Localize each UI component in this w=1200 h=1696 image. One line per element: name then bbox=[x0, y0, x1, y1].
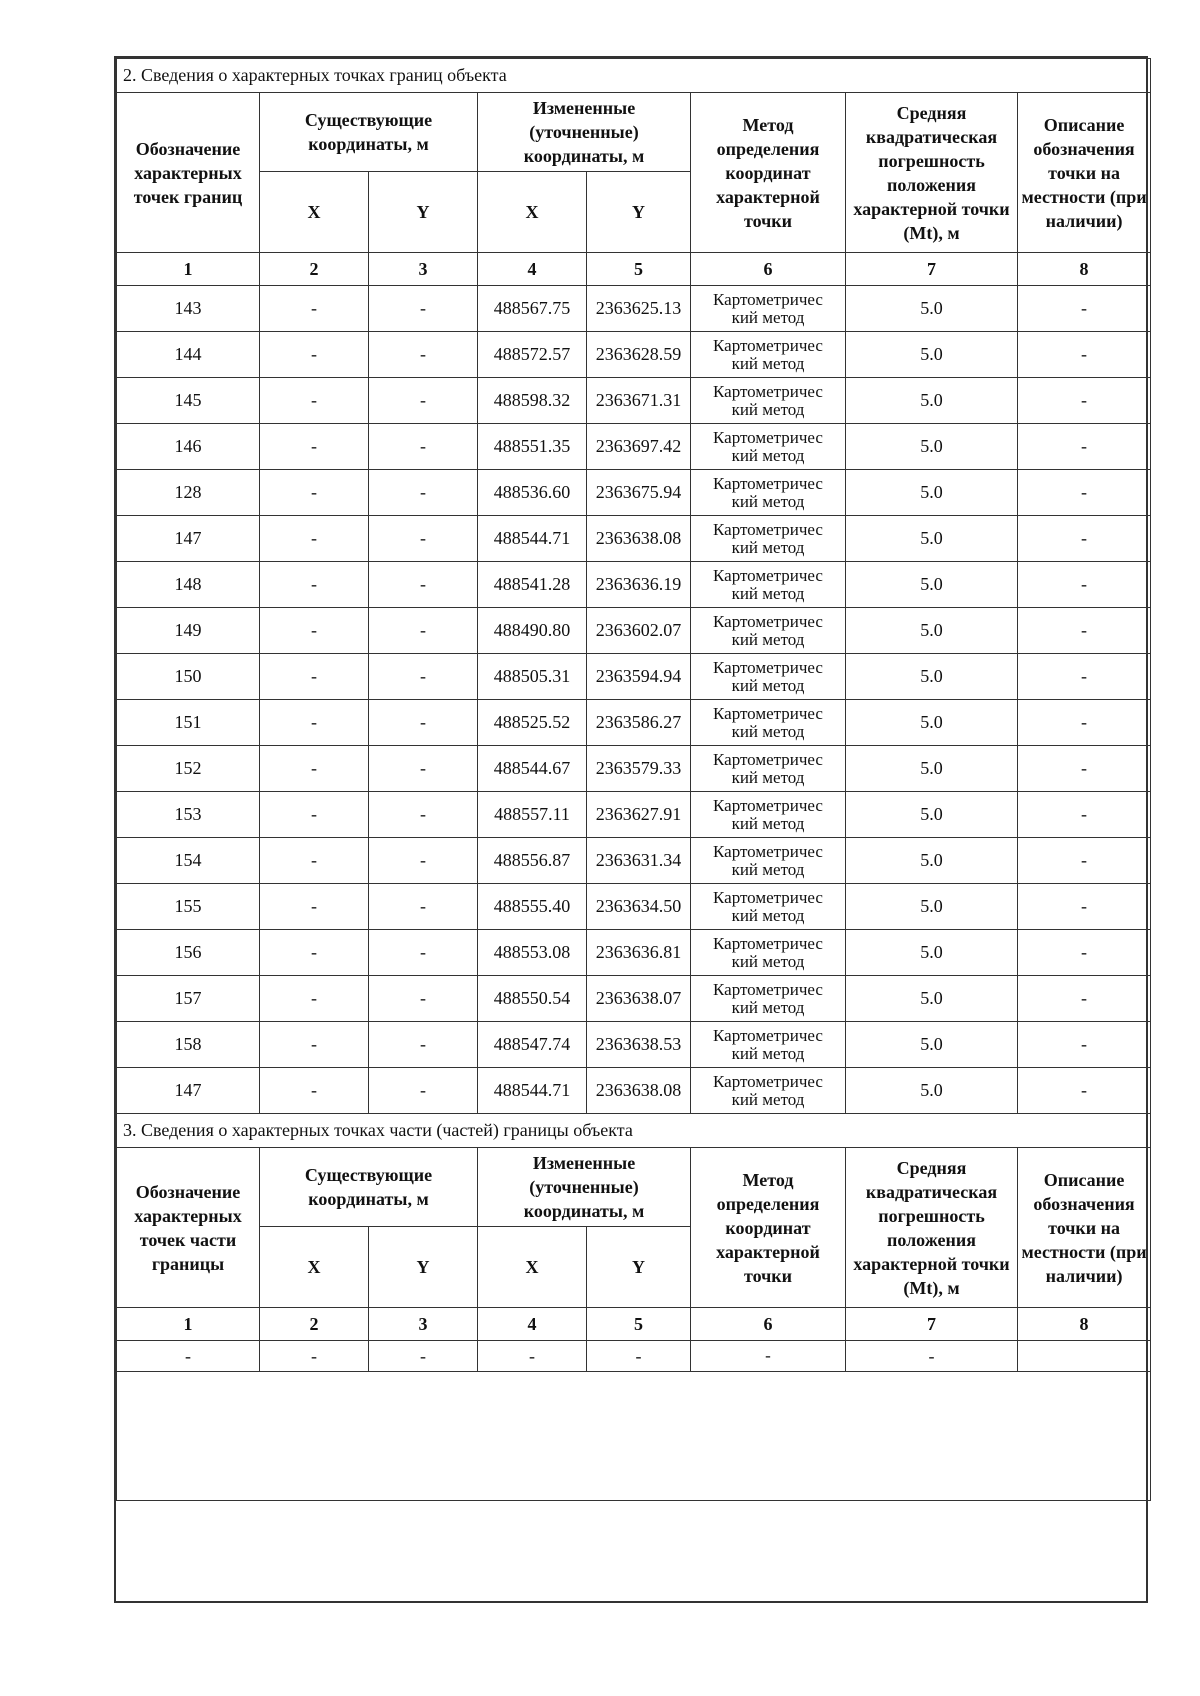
existing-x: - bbox=[260, 470, 369, 516]
changed-y: 2363675.94 bbox=[587, 470, 691, 516]
error-cell: 5.0 bbox=[846, 516, 1018, 562]
method-cell: Картометричес кий метод bbox=[691, 976, 846, 1022]
description-cell: - bbox=[1018, 332, 1151, 378]
point-number: 154 bbox=[117, 838, 260, 884]
table-row bbox=[117, 838, 1151, 884]
error-cell: 5.0 bbox=[846, 700, 1018, 746]
existing-x: - bbox=[260, 1022, 369, 1068]
point-number: 155 bbox=[117, 884, 260, 930]
method-cell: Картометричес кий метод bbox=[691, 884, 846, 930]
changed-y: 2363631.34 bbox=[587, 838, 691, 884]
method-cell: - bbox=[691, 1341, 846, 1372]
column-numbers-row bbox=[117, 1308, 1151, 1341]
header-designation: Обозначение характерных точек границ bbox=[117, 93, 260, 253]
existing-y: - bbox=[369, 746, 478, 792]
col-number: 1 bbox=[117, 1308, 260, 1341]
existing-x: - bbox=[260, 286, 369, 332]
table-row bbox=[117, 424, 1151, 470]
existing-y: - bbox=[369, 332, 478, 378]
method-cell: Картометричес кий метод bbox=[691, 378, 846, 424]
existing-y: - bbox=[369, 838, 478, 884]
existing-x: - bbox=[260, 424, 369, 470]
existing-x: - bbox=[260, 516, 369, 562]
description-cell: - bbox=[1018, 562, 1151, 608]
error-cell: 5.0 bbox=[846, 286, 1018, 332]
point-number: 149 bbox=[117, 608, 260, 654]
error-cell: 5.0 bbox=[846, 838, 1018, 884]
description-cell: - bbox=[1018, 378, 1151, 424]
method-cell: Картометричес кий метод bbox=[691, 424, 846, 470]
existing-x: - bbox=[260, 332, 369, 378]
header-error: Средняя квадратическая погрешность положения характерной точки (Mt), м bbox=[846, 93, 1018, 253]
header-existing-y: Y bbox=[369, 1227, 478, 1308]
point-number: 128 bbox=[117, 470, 260, 516]
description-cell: - bbox=[1018, 516, 1151, 562]
changed-x: 488544.71 bbox=[478, 516, 587, 562]
point-number: 152 bbox=[117, 746, 260, 792]
table-row bbox=[117, 516, 1151, 562]
changed-x: 488550.54 bbox=[478, 976, 587, 1022]
col-number: 5 bbox=[587, 253, 691, 286]
changed-y: 2363602.07 bbox=[587, 608, 691, 654]
header-changed-y: Y bbox=[587, 1227, 691, 1308]
method-cell: Картометричес кий метод bbox=[691, 792, 846, 838]
description-cell: - bbox=[1018, 424, 1151, 470]
point-number: 156 bbox=[117, 930, 260, 976]
table-row bbox=[117, 608, 1151, 654]
method-cell: Картометричес кий метод bbox=[691, 838, 846, 884]
header-error: Средняя квадратическая погрешность положения характерной точки (Mt), м bbox=[846, 1148, 1018, 1308]
existing-x: - bbox=[260, 562, 369, 608]
description-cell: - bbox=[1018, 838, 1151, 884]
table-row bbox=[117, 470, 1151, 516]
table-row bbox=[117, 654, 1151, 700]
col-number: 3 bbox=[369, 1308, 478, 1341]
existing-x: - bbox=[260, 700, 369, 746]
header-existing-coords: Существующие координаты, м bbox=[260, 93, 478, 172]
header-changed-x: X bbox=[478, 172, 587, 253]
changed-y: 2363636.19 bbox=[587, 562, 691, 608]
error-cell: 5.0 bbox=[846, 654, 1018, 700]
error-cell: 5.0 bbox=[846, 1068, 1018, 1114]
existing-y: - bbox=[369, 424, 478, 470]
document-frame bbox=[114, 56, 1148, 1603]
header-changed-coords: Измененные (уточненные) координаты, м bbox=[478, 93, 691, 172]
method-cell: Картометричес кий метод bbox=[691, 470, 846, 516]
method-cell: Картометричес кий метод bbox=[691, 930, 846, 976]
point-number: 153 bbox=[117, 792, 260, 838]
existing-y: - bbox=[369, 930, 478, 976]
changed-y: 2363671.31 bbox=[587, 378, 691, 424]
method-cell: Картометричес кий метод bbox=[691, 1068, 846, 1114]
description-cell: - bbox=[1018, 654, 1151, 700]
header-existing-x: X bbox=[260, 1227, 369, 1308]
existing-y: - bbox=[369, 700, 478, 746]
changed-y: 2363638.08 bbox=[587, 516, 691, 562]
changed-x: 488572.57 bbox=[478, 332, 587, 378]
header-existing-x: X bbox=[260, 172, 369, 253]
method-cell: Картометричес кий метод bbox=[691, 286, 846, 332]
method-cell: Картометричес кий метод bbox=[691, 1022, 846, 1068]
existing-y: - bbox=[369, 884, 478, 930]
description-cell: - bbox=[1018, 792, 1151, 838]
error-cell: 5.0 bbox=[846, 1022, 1018, 1068]
description-cell bbox=[1018, 1341, 1151, 1372]
col-number: 6 bbox=[691, 1308, 846, 1341]
existing-x: - bbox=[260, 1341, 369, 1372]
table-row bbox=[117, 1068, 1151, 1114]
description-cell: - bbox=[1018, 884, 1151, 930]
point-number: 145 bbox=[117, 378, 260, 424]
table-row bbox=[117, 930, 1151, 976]
header-method: Метод определения координат характерной точки bbox=[691, 93, 846, 253]
changed-y: - bbox=[587, 1341, 691, 1372]
col-number: 4 bbox=[478, 253, 587, 286]
changed-y: 2363638.07 bbox=[587, 976, 691, 1022]
existing-x: - bbox=[260, 608, 369, 654]
existing-x: - bbox=[260, 378, 369, 424]
point-number: 144 bbox=[117, 332, 260, 378]
header-changed-coords: Измененные (уточненные) координаты, м bbox=[478, 1148, 691, 1227]
existing-y: - bbox=[369, 1341, 478, 1372]
point-number: 147 bbox=[117, 1068, 260, 1114]
method-cell: Картометричес кий метод bbox=[691, 562, 846, 608]
col-number: 5 bbox=[587, 1308, 691, 1341]
existing-y: - bbox=[369, 286, 478, 332]
table-row bbox=[117, 1022, 1151, 1068]
changed-y: 2363636.81 bbox=[587, 930, 691, 976]
table-row bbox=[117, 792, 1151, 838]
error-cell: 5.0 bbox=[846, 562, 1018, 608]
description-cell: - bbox=[1018, 470, 1151, 516]
existing-x: - bbox=[260, 930, 369, 976]
method-cell: Картометричес кий метод bbox=[691, 332, 846, 378]
existing-x: - bbox=[260, 884, 369, 930]
header-existing-coords: Существующие координаты, м bbox=[260, 1148, 478, 1227]
changed-x: 488553.08 bbox=[478, 930, 587, 976]
changed-x: 488551.35 bbox=[478, 424, 587, 470]
existing-x: - bbox=[260, 654, 369, 700]
existing-y: - bbox=[369, 976, 478, 1022]
col-number: 8 bbox=[1018, 1308, 1151, 1341]
changed-y: 2363638.08 bbox=[587, 1068, 691, 1114]
header-method: Метод определения координат характерной точки bbox=[691, 1148, 846, 1308]
blank-area bbox=[117, 1372, 1151, 1501]
header-description: Описание обозначения точки на местности (при наличии) bbox=[1018, 1148, 1151, 1308]
header-changed-x: X bbox=[478, 1227, 587, 1308]
point-number: 148 bbox=[117, 562, 260, 608]
table-row bbox=[117, 332, 1151, 378]
method-cell: Картометричес кий метод bbox=[691, 700, 846, 746]
changed-y: 2363579.33 bbox=[587, 746, 691, 792]
description-cell: - bbox=[1018, 700, 1151, 746]
col-number: 3 bbox=[369, 253, 478, 286]
changed-x: 488544.67 bbox=[478, 746, 587, 792]
table-row bbox=[117, 378, 1151, 424]
existing-x: - bbox=[260, 792, 369, 838]
col-number: 1 bbox=[117, 253, 260, 286]
changed-y: 2363634.50 bbox=[587, 884, 691, 930]
changed-x: - bbox=[478, 1341, 587, 1372]
existing-y: - bbox=[369, 1068, 478, 1114]
point-number: 150 bbox=[117, 654, 260, 700]
table-row bbox=[117, 884, 1151, 930]
changed-y: 2363625.13 bbox=[587, 286, 691, 332]
existing-x: - bbox=[260, 976, 369, 1022]
changed-x: 488536.60 bbox=[478, 470, 587, 516]
error-cell: 5.0 bbox=[846, 424, 1018, 470]
table-row bbox=[117, 700, 1151, 746]
error-cell: 5.0 bbox=[846, 976, 1018, 1022]
changed-x: 488598.32 bbox=[478, 378, 587, 424]
point-number: 147 bbox=[117, 516, 260, 562]
description-cell: - bbox=[1018, 1068, 1151, 1114]
existing-y: - bbox=[369, 516, 478, 562]
existing-y: - bbox=[369, 378, 478, 424]
error-cell: 5.0 bbox=[846, 332, 1018, 378]
changed-x: 488557.11 bbox=[478, 792, 587, 838]
changed-x: 488547.74 bbox=[478, 1022, 587, 1068]
existing-x: - bbox=[260, 838, 369, 884]
table-row bbox=[117, 746, 1151, 792]
point-number: 151 bbox=[117, 700, 260, 746]
description-cell: - bbox=[1018, 930, 1151, 976]
changed-x: 488525.52 bbox=[478, 700, 587, 746]
table-row bbox=[117, 1341, 1151, 1372]
column-numbers-row bbox=[117, 253, 1151, 286]
table-row bbox=[117, 562, 1151, 608]
error-cell: 5.0 bbox=[846, 792, 1018, 838]
existing-y: - bbox=[369, 608, 478, 654]
error-cell: 5.0 bbox=[846, 930, 1018, 976]
existing-y: - bbox=[369, 792, 478, 838]
section-3 bbox=[117, 1114, 1151, 1372]
col-number: 2 bbox=[260, 253, 369, 286]
point-number: - bbox=[117, 1341, 260, 1372]
changed-x: 488555.40 bbox=[478, 884, 587, 930]
changed-y: 2363627.91 bbox=[587, 792, 691, 838]
table-row bbox=[117, 286, 1151, 332]
description-cell: - bbox=[1018, 286, 1151, 332]
existing-y: - bbox=[369, 1022, 478, 1068]
header-description: Описание обозначения точки на местности (при наличии) bbox=[1018, 93, 1151, 253]
changed-x: 488544.71 bbox=[478, 1068, 587, 1114]
existing-y: - bbox=[369, 654, 478, 700]
col-number: 7 bbox=[846, 1308, 1018, 1341]
error-cell: 5.0 bbox=[846, 884, 1018, 930]
method-cell: Картометричес кий метод bbox=[691, 516, 846, 562]
section-2-title: 2. Сведения о характерных точках границ объекта bbox=[117, 59, 1151, 93]
method-cell: Картометричес кий метод bbox=[691, 608, 846, 654]
section-3-title: 3. Сведения о характерных точках части (частей) границы объекта bbox=[117, 1114, 1151, 1148]
point-number: 143 bbox=[117, 286, 260, 332]
error-cell: 5.0 bbox=[846, 746, 1018, 792]
changed-x: 488541.28 bbox=[478, 562, 587, 608]
changed-y: 2363628.59 bbox=[587, 332, 691, 378]
changed-x: 488567.75 bbox=[478, 286, 587, 332]
changed-x: 488490.80 bbox=[478, 608, 587, 654]
changed-x: 488505.31 bbox=[478, 654, 587, 700]
existing-y: - bbox=[369, 562, 478, 608]
header-changed-y: Y bbox=[587, 172, 691, 253]
col-number: 2 bbox=[260, 1308, 369, 1341]
error-cell: - bbox=[846, 1341, 1018, 1372]
point-number: 157 bbox=[117, 976, 260, 1022]
description-cell: - bbox=[1018, 746, 1151, 792]
point-number: 158 bbox=[117, 1022, 260, 1068]
description-cell: - bbox=[1018, 976, 1151, 1022]
existing-y: - bbox=[369, 470, 478, 516]
header-existing-y: Y bbox=[369, 172, 478, 253]
col-number: 4 bbox=[478, 1308, 587, 1341]
changed-y: 2363586.27 bbox=[587, 700, 691, 746]
changed-x: 488556.87 bbox=[478, 838, 587, 884]
error-cell: 5.0 bbox=[846, 378, 1018, 424]
header-designation: Обозначение характерных точек части границы bbox=[117, 1148, 260, 1308]
col-number: 8 bbox=[1018, 253, 1151, 286]
existing-x: - bbox=[260, 1068, 369, 1114]
description-cell: - bbox=[1018, 608, 1151, 654]
points-table bbox=[116, 58, 1151, 1501]
changed-y: 2363594.94 bbox=[587, 654, 691, 700]
changed-y: 2363638.53 bbox=[587, 1022, 691, 1068]
error-cell: 5.0 bbox=[846, 608, 1018, 654]
col-number: 6 bbox=[691, 253, 846, 286]
description-cell: - bbox=[1018, 1022, 1151, 1068]
section-2 bbox=[117, 59, 1151, 1114]
error-cell: 5.0 bbox=[846, 470, 1018, 516]
changed-y: 2363697.42 bbox=[587, 424, 691, 470]
existing-x: - bbox=[260, 746, 369, 792]
method-cell: Картометричес кий метод bbox=[691, 746, 846, 792]
col-number: 7 bbox=[846, 253, 1018, 286]
table-row bbox=[117, 976, 1151, 1022]
point-number: 146 bbox=[117, 424, 260, 470]
method-cell: Картометричес кий метод bbox=[691, 654, 846, 700]
